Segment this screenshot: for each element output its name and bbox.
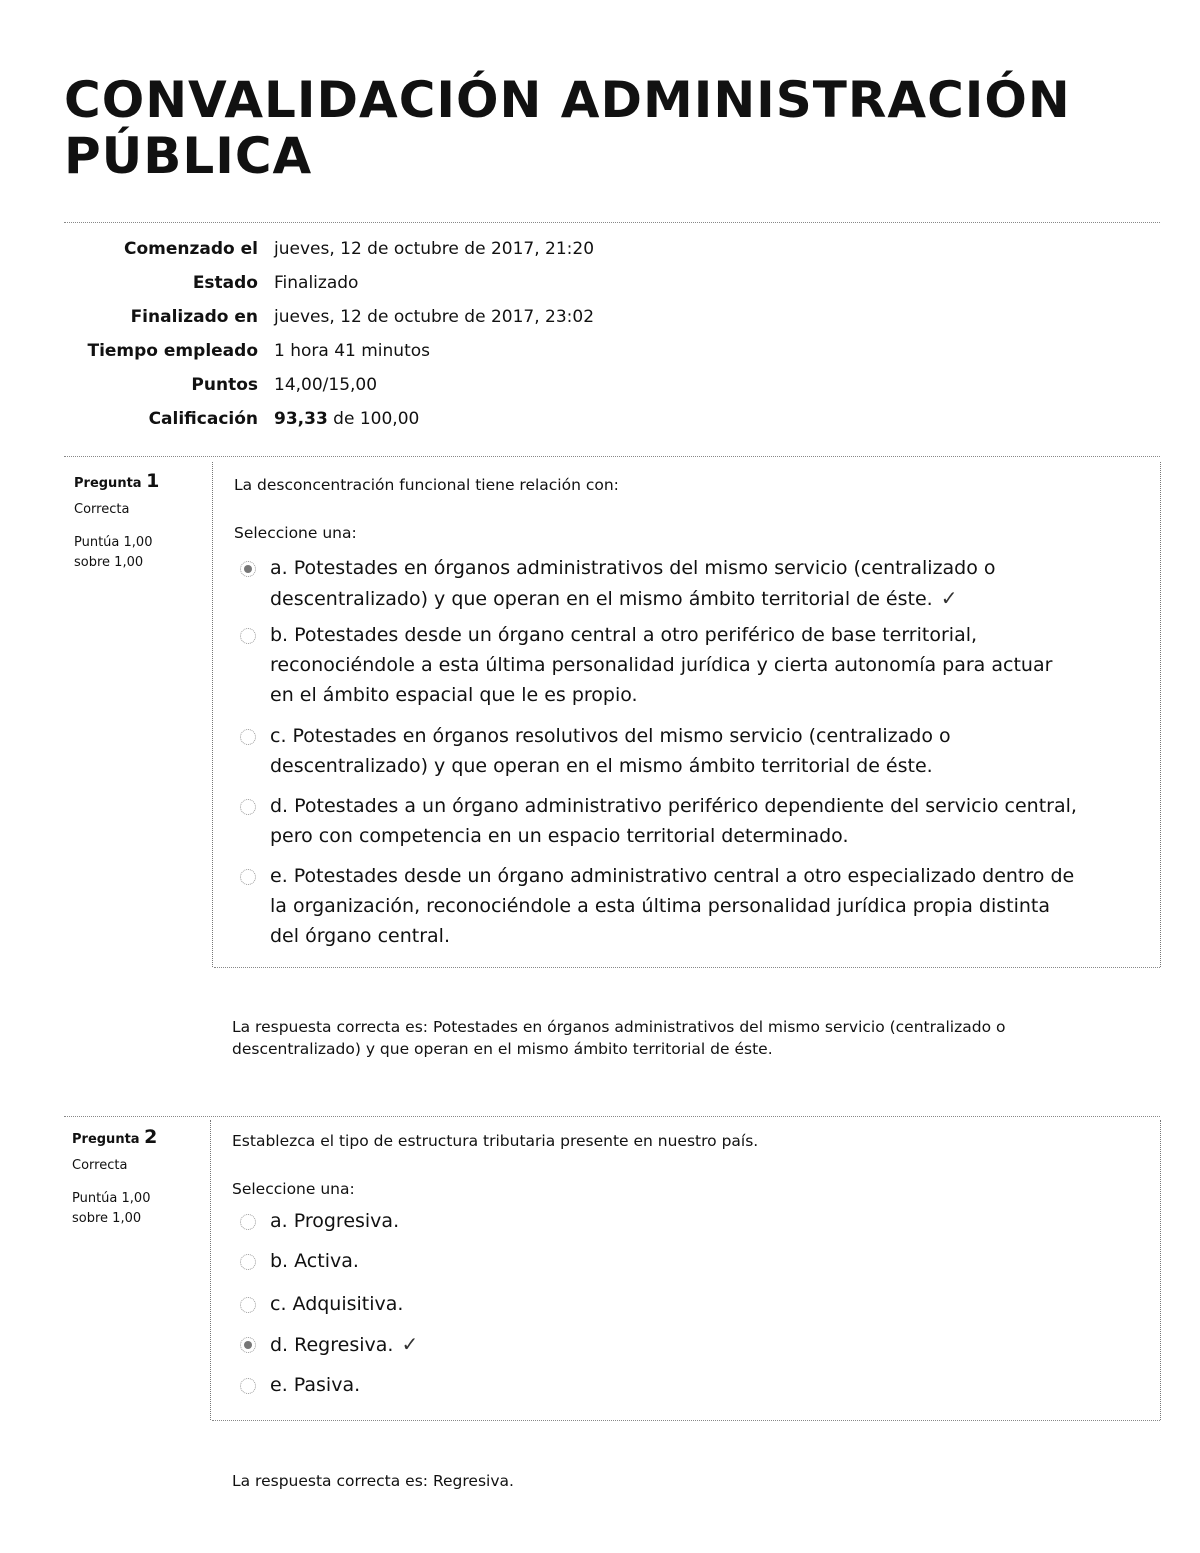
divider xyxy=(212,1420,1160,1421)
answer-option-e[interactable] xyxy=(240,1370,1080,1400)
attempt-summary xyxy=(40,232,594,436)
summary-label: Tiempo empleado xyxy=(87,341,258,361)
summary-label: Estado xyxy=(192,273,258,293)
question-points: Puntúa 1,00 sobre 1,00 xyxy=(72,1191,151,1226)
question-border xyxy=(1160,462,1161,967)
question-status: Correcta xyxy=(72,1158,128,1173)
answer-option-c[interactable] xyxy=(240,721,1080,781)
correct-check-icon: ✓ xyxy=(940,586,958,610)
radio-button[interactable] xyxy=(240,1254,256,1270)
summary-row-started xyxy=(40,232,594,266)
answer-option-e[interactable] xyxy=(240,861,1080,951)
option-text: e. Potestades desde un órgano administrativo central a otro especializado dentro de la organización, reconociéndole a esta última personalidad jurídica propia distinta del órgano central. xyxy=(270,865,1075,947)
select-one-label: Seleccione una: xyxy=(232,1180,355,1198)
summary-value: 14,00/15,00 xyxy=(274,375,378,395)
option-text: b. Activa. xyxy=(270,1250,359,1272)
answer-option-a[interactable] xyxy=(240,553,1080,614)
grade-total: de 100,00 xyxy=(327,409,420,429)
option-text: b. Potestades desde un órgano central a otro periférico de base territorial, reconociéndole a esta última personalidad jurídica y cierta autonomía para actuar en el ámbito espacial que le es propio. xyxy=(270,624,1053,706)
divider xyxy=(64,456,1160,457)
option-text: c. Adquisitiva. xyxy=(270,1293,404,1315)
question-info xyxy=(74,470,194,573)
radio-button[interactable] xyxy=(240,628,256,644)
radio-button[interactable] xyxy=(240,799,256,815)
question-number: Pregunta 1 xyxy=(74,470,160,492)
question-number: Pregunta 2 xyxy=(72,1126,158,1148)
answer-option-c[interactable] xyxy=(240,1289,1080,1319)
correct-check-icon: ✓ xyxy=(401,1332,419,1356)
answer-option-a[interactable] xyxy=(240,1206,1080,1236)
correct-answer-feedback: La respuesta correcta es: Regresiva. xyxy=(232,1472,514,1490)
question-border xyxy=(212,462,213,967)
summary-value: jueves, 12 de octubre de 2017, 21:20 xyxy=(274,239,595,259)
question-text: Establezca el tipo de estructura tributaria presente en nuestro país. xyxy=(232,1132,759,1150)
radio-button[interactable] xyxy=(240,1337,256,1353)
summary-row-state xyxy=(40,266,594,300)
question-status: Correcta xyxy=(74,502,130,517)
option-text: c. Potestades en órganos resolutivos del mismo servicio (centralizado o descentralizado) y que operan en el mismo ámbito territorial de éste. xyxy=(270,725,951,777)
summary-row-time xyxy=(40,334,594,368)
summary-label: Calificación xyxy=(148,409,258,429)
divider xyxy=(214,967,1160,968)
summary-label: Finalizado en xyxy=(130,307,258,327)
summary-row-finished xyxy=(40,300,594,334)
answer-option-b[interactable] xyxy=(240,1246,1080,1276)
divider xyxy=(64,222,1160,223)
grade-value: 93,33 xyxy=(274,409,328,429)
option-text: e. Pasiva. xyxy=(270,1374,361,1396)
option-text: d. Regresiva. xyxy=(270,1334,394,1356)
radio-button[interactable] xyxy=(240,561,256,577)
question-points: Puntúa 1,00 sobre 1,00 xyxy=(74,535,153,570)
radio-button[interactable] xyxy=(240,1297,256,1313)
option-text: a. Progresiva. xyxy=(270,1210,400,1232)
radio-button[interactable] xyxy=(240,1378,256,1394)
question-border xyxy=(210,1120,211,1420)
radio-button[interactable] xyxy=(240,729,256,745)
summary-row-grade xyxy=(40,402,594,436)
question-info xyxy=(72,1126,192,1229)
radio-button[interactable] xyxy=(240,869,256,885)
option-text: a. Potestades en órganos administrativos del mismo servicio (centralizado o descentralizado) y que operan en el mismo ámbito territorial de éste. xyxy=(270,557,996,610)
answer-option-d[interactable] xyxy=(240,791,1080,851)
radio-button[interactable] xyxy=(240,1214,256,1230)
summary-label: Comenzado el xyxy=(124,239,258,259)
question-border xyxy=(1160,1120,1161,1420)
question-text: La desconcentración funcional tiene relación con: xyxy=(234,476,619,494)
summary-value: jueves, 12 de octubre de 2017, 23:02 xyxy=(274,307,595,327)
page-title: CONVALIDACIÓN ADMINISTRACIÓN PÚBLICA xyxy=(64,71,1071,185)
select-one-label: Seleccione una: xyxy=(234,524,357,542)
summary-value: 1 hora 41 minutos xyxy=(274,341,430,361)
divider xyxy=(64,1116,1160,1117)
summary-row-points xyxy=(40,368,594,402)
answer-option-d[interactable] xyxy=(240,1329,1080,1360)
option-text: d. Potestades a un órgano administrativo periférico dependiente del servicio central, pero con competencia en un espacio territorial determinado. xyxy=(270,795,1077,847)
summary-label: Puntos xyxy=(191,375,258,395)
summary-value xyxy=(274,402,594,436)
answer-option-b[interactable] xyxy=(240,620,1080,710)
summary-value: Finalizado xyxy=(274,273,359,293)
correct-answer-feedback: La respuesta correcta es: Potestades en órganos administrativos del mismo servicio (centralizado o descentralizado) y que operan en el mismo ámbito territorial de éste. xyxy=(232,1018,1006,1058)
